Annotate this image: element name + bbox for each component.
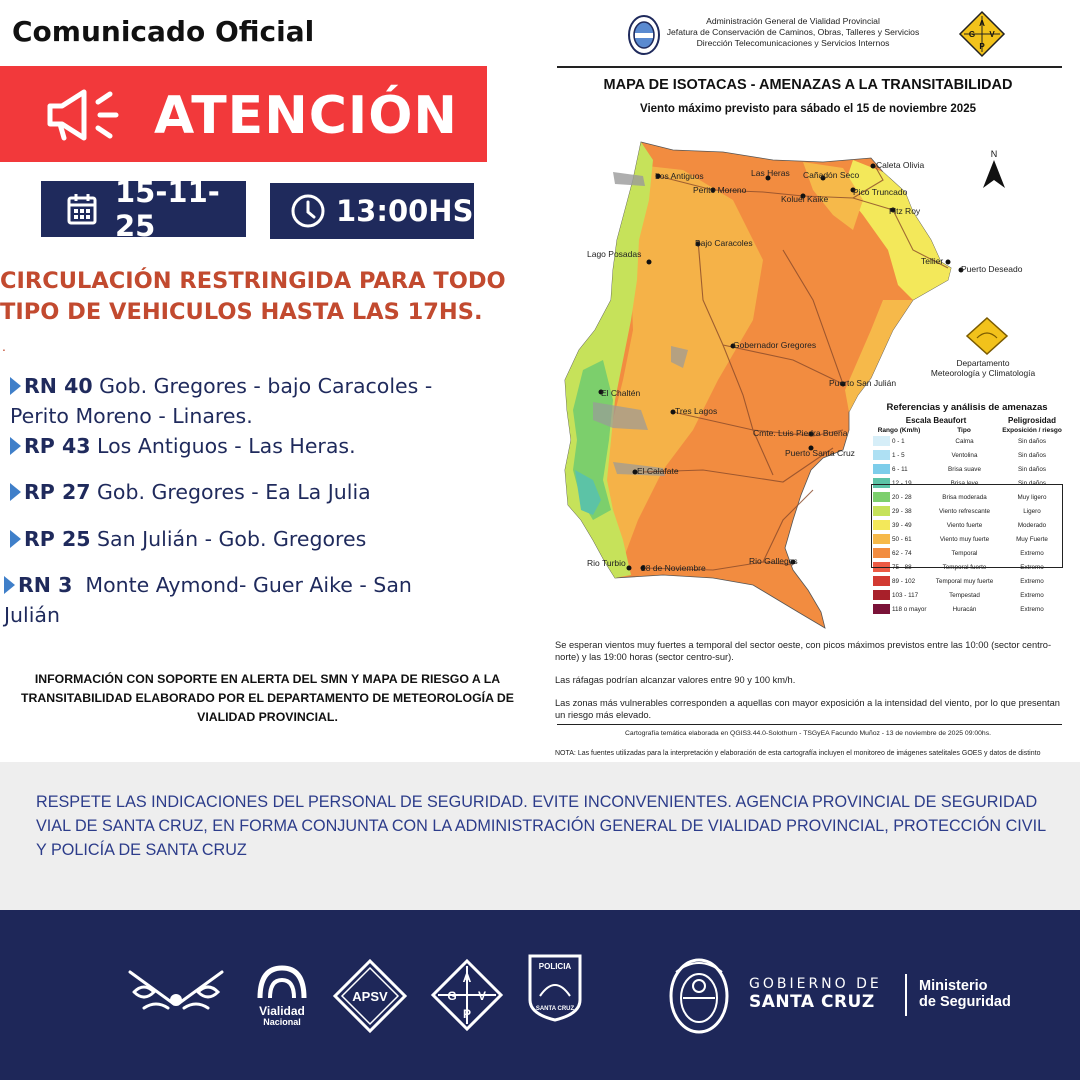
legend-swatch	[873, 436, 890, 446]
dept-line: Meteorología y Climatología	[930, 368, 1036, 378]
source-note: INFORMACIÓN CON SOPORTE EN ALERTA DEL SMN Y MAPA DE RIESGO A LA TRANSITABILIDAD ELABORADO POR EL DEPARTAMENTO DE METEOROLOGÍA DE VIALIDAD PROVINCIAL.	[20, 672, 515, 724]
vialidad-line: Nacional	[263, 1017, 301, 1027]
agvp-letter: A	[462, 971, 472, 985]
gobierno-santa-cruz-wordmark	[749, 976, 882, 1012]
place-label: Caleta Olivia	[876, 160, 925, 170]
legend-range: 50 - 61	[892, 535, 912, 543]
legend-row	[871, 588, 1063, 602]
ministry-line: de Seguridad	[919, 994, 1011, 1010]
legend-risk: Moderado	[1017, 521, 1047, 529]
triangle-bullet-icon	[4, 576, 15, 594]
meteorology-dept-logo-icon	[965, 316, 1009, 356]
legend-columns	[871, 427, 1063, 434]
alert-label: ATENCIÓN	[154, 86, 458, 146]
place-label: Puerto San Julián	[829, 378, 897, 388]
place-label: Bajo Caracoles	[695, 238, 753, 248]
legend-range: 62 - 74	[892, 549, 912, 557]
time-value: 13:00HS	[336, 194, 474, 228]
legend-col-type: Tipo	[957, 427, 971, 434]
agvp-letter: P	[979, 42, 985, 51]
legend-range: 39 - 49	[892, 521, 912, 529]
legend-range: 1 - 5	[892, 451, 905, 459]
restriction-text: CIRCULACIÓN RESTRINGIDA PARA TODO TIPO DE VEHICULOS HASTA LAS 17HS.	[0, 268, 506, 325]
place-label: Las Heras	[751, 168, 790, 178]
legend-type: Temporal	[951, 549, 978, 557]
agency-line: Dirección Telecomunicaciones y Servicios Internos	[696, 38, 890, 48]
ministerio-seguridad-label	[919, 978, 1011, 1010]
date-badge	[41, 175, 246, 243]
map-footnote: NOTA: Las fuentes utilizadas para la interpretación y elaboración de esta cartografía incluyen el monitoreo de imágenes satelitales GOES y datos de distinto	[555, 750, 1041, 757]
dept-line: Departamento	[956, 358, 1010, 368]
legend-risk: Extremo	[1020, 605, 1044, 613]
apsv-label: APSV	[352, 989, 388, 1004]
map-credit: Cartografía temática elaborada en QGIS3.44.0-Solothurn - TSGyEA Facundo Muñoz - 13 de noviembre de 2025 09:00hs.	[625, 730, 991, 737]
legend-type: Ventolina	[951, 451, 978, 459]
legend-row	[871, 574, 1063, 588]
legend-type: Calma	[955, 437, 974, 445]
legend-type: Viento refrescante	[939, 507, 990, 515]
legend-col-range: Rango (Km/h)	[877, 427, 921, 434]
triangle-bullet-icon	[10, 377, 21, 395]
legend-row	[871, 462, 1063, 476]
legend-type: Viento fuerte	[946, 521, 983, 529]
legend-title: Referencias y análisis de amenazas	[886, 402, 1048, 413]
legend-risk: Extremo	[1020, 563, 1044, 571]
route-desc: Gob. Gregores - bajo Caracoles - Perito Moreno - Linares.	[10, 374, 433, 428]
legend-col-risk: Exposición / riesgo	[1002, 427, 1062, 434]
map-title: MAPA DE ISOTACAS - AMENAZAS A LA TRANSITABILIDAD	[603, 77, 1013, 93]
policia-santa-cruz-badge-icon	[526, 952, 584, 1022]
legend-range: 89 - 102	[892, 577, 916, 585]
place-label: Rio Turbio	[587, 558, 626, 568]
place-label: Tres Lagos	[675, 406, 718, 416]
place-label: El Calafate	[637, 466, 679, 476]
vialidad-caption	[250, 1006, 314, 1028]
legend-type: Brisa moderada	[942, 493, 987, 501]
agency-line: Jefatura de Conservación de Caminos, Obras, Talleres y Servicios	[666, 27, 920, 37]
date-value: 15-11-25	[115, 175, 220, 243]
clock-icon	[290, 193, 326, 229]
legend-swatch	[873, 576, 890, 586]
gov-line2: SANTA CRUZ	[749, 992, 875, 1012]
place-label: El Chaltén	[601, 388, 641, 398]
legend-risk: Sin daños	[1017, 465, 1046, 473]
legend-risk: Muy ligero	[1017, 493, 1047, 501]
triangle-bullet-icon	[10, 530, 21, 548]
legend-swatch	[873, 450, 890, 460]
agvp-letter: A	[979, 19, 985, 28]
place-label: Rio Gallegos	[749, 556, 798, 566]
alert-banner	[0, 66, 487, 162]
legend-type: Brisa leve	[950, 479, 979, 487]
protection-civil-emblem-icon	[124, 964, 228, 1020]
map-notes	[555, 639, 1067, 732]
safety-text: RESPETE LAS INDICACIONES DEL PERSONAL DE SEGURIDAD. EVITE INCONVENIENTES. AGENCIA PROVINCIAL DE SEGURIDAD VIAL DE SANTA CRUZ, EN FORMA CONJUNTA CON LA ADMINISTRACIÓN GENERAL DE VIALIDAD PROVINCIAL, PROTECCIÓN CIVIL Y POLICÍA DE SANTA CRUZ	[36, 793, 1046, 859]
legend-risk: Extremo	[1020, 549, 1044, 557]
map-subtitle: Viento máximo previsto para sábado el 15 de noviembre 2025	[640, 103, 976, 115]
triangle-bullet-icon	[10, 437, 21, 455]
legend-range: 29 - 38	[892, 507, 912, 515]
legend-range: 75 - 88	[892, 563, 912, 571]
legend-range: 0 - 1	[892, 437, 905, 445]
agvp-letter: V	[477, 989, 487, 1003]
route-item	[4, 570, 444, 630]
route-code: RP 27	[24, 480, 91, 504]
legend-range: 6 - 11	[892, 465, 908, 473]
route-desc: Gob. Gregores - Ea La Julia	[97, 480, 371, 504]
legend-risk: Sin daños	[1017, 479, 1046, 487]
map-note: Las zonas más vulnerables corresponden a aquellas con mayor exposición a la intensidad del viento, por lo que presentan un riesgo más elevado.	[555, 698, 1060, 720]
legend-swatch	[873, 590, 890, 600]
route-code: RN 3	[18, 573, 73, 597]
legend-risk: Extremo	[1020, 577, 1044, 585]
place-label: Pico Truncado	[853, 187, 908, 197]
place-label: Cañadón Seco	[803, 170, 860, 180]
legend-row	[871, 434, 1063, 448]
route-desc: Monte Aymond- Guer Aike - San Julián	[4, 573, 412, 627]
legend-danger: Peligrosidad	[1007, 416, 1056, 425]
agency-line: Administración General de Vialidad Provincial	[706, 16, 880, 26]
legend-type: Brisa suave	[948, 465, 981, 473]
route-item	[10, 431, 470, 461]
legend-range: 118 o mayor	[892, 605, 927, 613]
route-desc: San Julián - Gob. Gregores	[97, 527, 367, 551]
north-label: N	[990, 149, 998, 159]
legend-scale: Escala Beaufort	[905, 416, 967, 425]
legend-swatch	[873, 604, 890, 614]
legend-row	[871, 602, 1063, 616]
route-code: RP 43	[24, 434, 91, 458]
place-label: 28 de Noviembre	[641, 563, 706, 573]
legend-risk: Extremo	[1020, 591, 1044, 599]
megaphone-icon	[46, 88, 120, 142]
risk-map-panel	[553, 0, 1080, 762]
legend-risk: Ligero	[1023, 507, 1041, 515]
route-item	[10, 477, 470, 507]
policia-bottom-label: SANTA CRUZ	[535, 1006, 575, 1012]
route-desc: Los Antiguos - Las Heras.	[97, 434, 356, 458]
place-label: Tellier	[921, 256, 944, 266]
map-legend	[871, 402, 1063, 616]
agvp-letter: G	[447, 989, 457, 1003]
page-title: Comunicado Oficial	[12, 15, 315, 48]
legend-type: Viento muy fuerte	[939, 535, 990, 543]
place-label: Cmte. Luis Piedra Buena	[753, 428, 848, 438]
agvp-letter: P	[462, 1007, 472, 1021]
route-code: RN 40	[24, 374, 93, 398]
vialidad-nacional-logo-icon	[254, 962, 310, 1002]
legend-type: Temporal fuerte	[942, 563, 987, 571]
apsv-logo-icon	[332, 958, 408, 1034]
map-note: Se esperan vientos muy fuertes a temporal del sector oeste, con picos máximos previstos entre las 10:00 (sector centro-norte) y las 19:00 horas (sector centro-sur).	[555, 640, 1052, 662]
legend-risk: Muy Fuerte	[1016, 535, 1048, 543]
legend-risk: Sin daños	[1017, 437, 1046, 445]
agvp-letter: V	[989, 30, 995, 39]
place-label: Koluel Kaike	[781, 194, 829, 204]
place-label: Los Antiguos	[655, 171, 704, 181]
legend-range: 12 - 19	[892, 479, 912, 487]
legend-highlight-frame	[871, 484, 1063, 568]
place-label: Gobernador Gregores	[733, 340, 817, 350]
stray-dot: .	[2, 338, 6, 354]
santa-cruz-coat-of-arms-icon	[666, 956, 732, 1036]
legend-type: Temporal muy fuerte	[935, 577, 994, 585]
place-label: Lago Posadas	[587, 249, 642, 259]
legend-head	[871, 416, 1063, 425]
map-note: Las ráfagas podrían alcanzar valores entre 90 y 100 km/h.	[555, 675, 796, 685]
place-label: Fitz Roy	[889, 206, 921, 216]
place-label: Puerto Deseado	[961, 264, 1023, 274]
legend-type: Tempestad	[949, 591, 980, 599]
dept-label	[908, 358, 1058, 378]
policia-top-label: POLICIA	[538, 962, 572, 971]
triangle-bullet-icon	[10, 483, 21, 501]
place-label: Perito Moreno	[693, 185, 747, 195]
route-item	[10, 371, 470, 431]
calendar-icon	[67, 193, 97, 225]
footer-divider	[905, 974, 907, 1016]
ministry-line: Ministerio	[919, 978, 988, 994]
route-item	[10, 524, 470, 554]
legend-range: 103 - 117	[892, 591, 919, 599]
agvp-letter: G	[968, 30, 976, 39]
route-code: RP 25	[24, 527, 91, 551]
legend-risk: Sin daños	[1017, 451, 1046, 459]
agvp-footer-logo-icon	[430, 958, 504, 1032]
legend-type: Huracán	[952, 605, 977, 613]
legend-range: 20 - 28	[892, 493, 912, 501]
time-badge	[270, 183, 474, 239]
divider	[557, 724, 1062, 725]
gov-line1: GOBIERNO DE	[749, 976, 882, 992]
place-label: Puerto Santa Cruz	[785, 448, 855, 458]
legend-row	[871, 448, 1063, 462]
north-arrow-icon	[981, 148, 1007, 190]
vialidad-line: Vialidad	[259, 1004, 305, 1018]
legend-swatch	[873, 464, 890, 474]
